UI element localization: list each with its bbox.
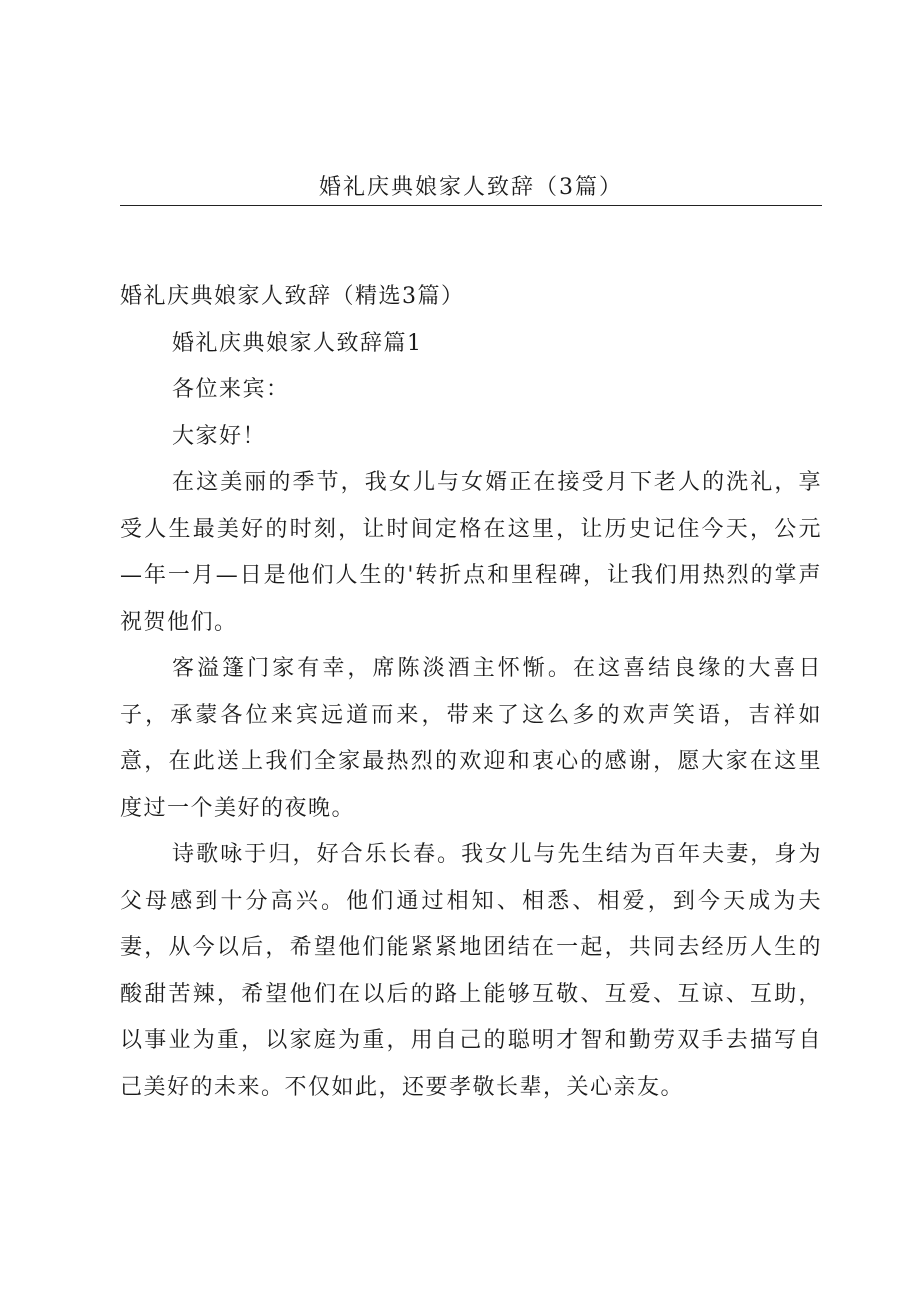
section-title: 婚礼庆典娘家人致辞篇1 [172, 330, 423, 356]
greeting: 大家好！ [172, 423, 267, 449]
document-main-title: 婚礼庆典娘家人致辞（精选3篇） [120, 284, 465, 309]
body-paragraph-2: 客溢篷门家有幸，席陈淡酒主怀惭。在这喜结良缘的大喜日子，承蒙各位来宾远道而来，带来了这么多的欢声笑语，吉祥如意，在此送上我们全家最热烈的欢迎和衷心的感谢，愿大家在这里度过一个美好的夜晚。 [120, 656, 822, 821]
running-header-title: 婚礼庆典娘家人致辞（3篇） [319, 175, 623, 200]
salutation: 各位来宾： [172, 377, 290, 402]
body-paragraph-3: 诗歌咏于归，好合乐长春。我女儿与先生结为百年夫妻，身为父母感到十分高兴。他们通过相知、相悉、相爱，到今天成为夫妻，从今以后，希望他们能紧紧地团结在一起，共同去经历人生的酸甜苦辣，希望他们在以后的路上能够互敬、互爱、互谅、互助，以事业为重，以家庭为重，用自己的聪明才智和勤劳双手去描写自己美好的未来。不仅如此，还要孝敬长辈，关心亲友。 [120, 842, 822, 1100]
header-divider [120, 205, 822, 206]
body-paragraph-1: 在这美丽的季节，我女儿与女婿正在接受月下老人的洗礼，享受人生最美好的时刻，让时间定格在这里，让历史记住今天，公元—年一月—日是他们人生的'转折点和里程碑，让我们用热烈的掌声祝贺他们。 [120, 470, 822, 635]
document-body [120, 274, 822, 1111]
